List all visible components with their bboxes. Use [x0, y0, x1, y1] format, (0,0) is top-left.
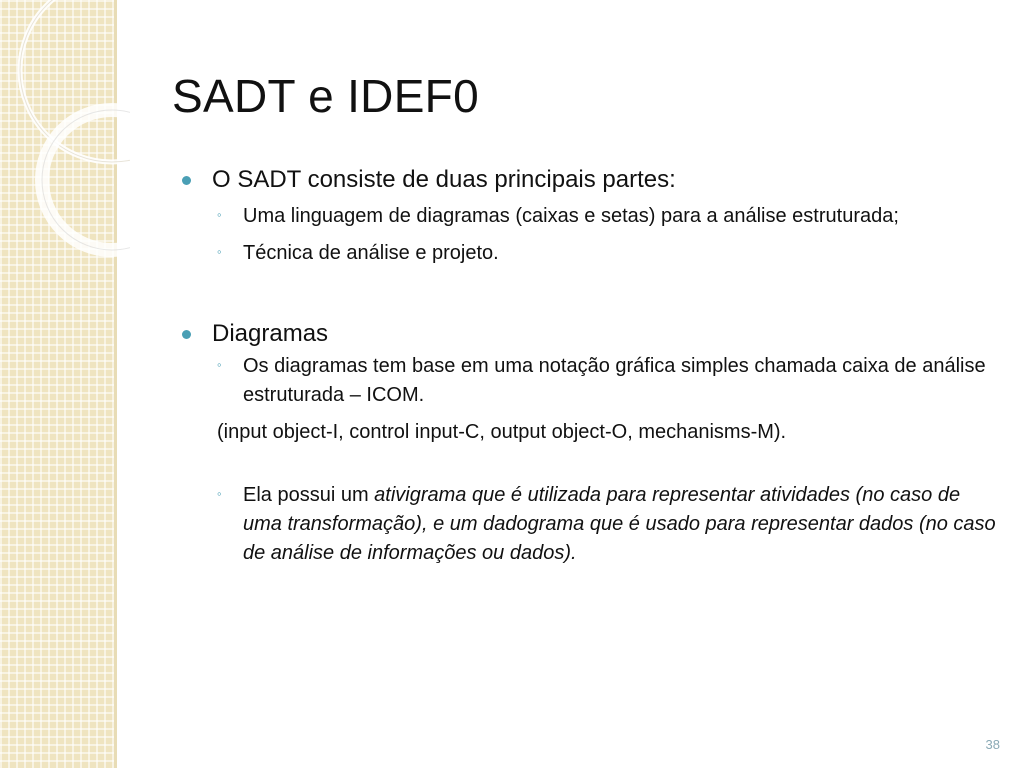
bullet-text: Diagramas: [212, 320, 329, 347]
sub-bullet-text: Uma linguagem de diagramas (caixas e setas) para a análise estruturada;: [243, 205, 899, 227]
sub-bullet-ring-icon: ◦: [217, 486, 222, 501]
decorative-rings: [0, 0, 130, 260]
bullet-item: [180, 318, 1000, 350]
sub-bullet-text: Ela possui um ativigrama que é utilizada para representar atividades (no caso de uma transformação), e um dadograma que é usado para representar dados (no caso de análise de informações ou dados).: [243, 484, 996, 564]
sub-bullet-ring-icon: ◦: [217, 357, 222, 372]
sub-bullet-item: [180, 202, 1000, 231]
bullet-dot-icon: [182, 176, 191, 185]
sub-bullet-item: [180, 481, 1000, 568]
slide-title: SADT e IDEF0: [172, 70, 479, 122]
bullet-dot-icon: [182, 330, 191, 339]
sub-bullet-ring-icon: ◦: [217, 207, 222, 222]
icom-note: (input object-I, control input-C, output object-O, mechanisms-M).: [217, 421, 787, 443]
sub-bullet-item: [180, 352, 1000, 410]
sub-bullet-item: [180, 239, 1000, 268]
bullet-item: [180, 164, 1000, 196]
slide-content: [180, 164, 1000, 568]
bullet-text: O SADT consiste de duas principais partes:: [212, 166, 676, 193]
sub-bullet-text: Técnica de análise e projeto.: [243, 242, 499, 264]
sub-bullet-text: Os diagramas tem base em uma notação gráfica simples chamada caixa de análise estruturada – ICOM.: [243, 355, 986, 406]
sub-bullet-ring-icon: ◦: [217, 244, 222, 259]
slide-number: 38: [985, 737, 1000, 752]
